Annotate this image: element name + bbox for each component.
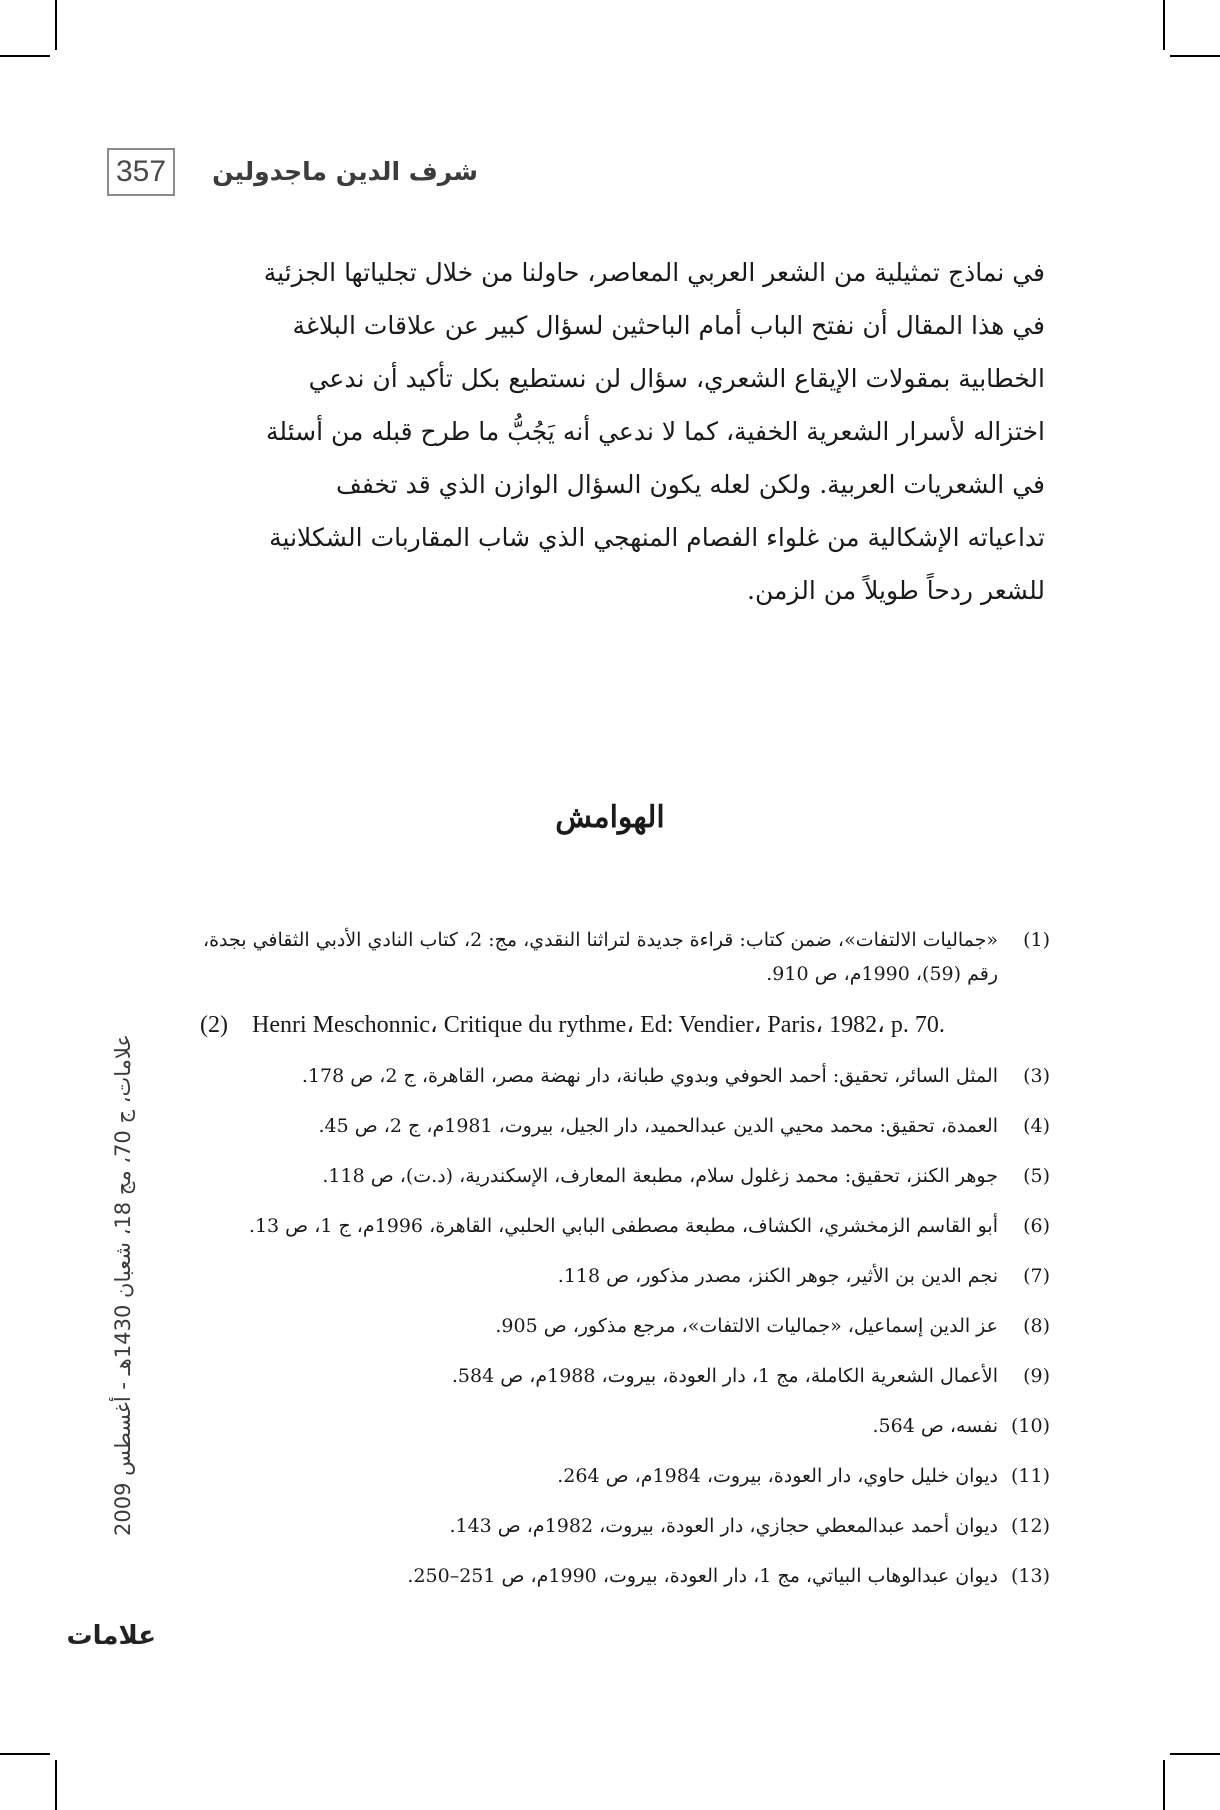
note-number: (4) bbox=[1023, 1115, 1050, 1137]
note-item bbox=[200, 1359, 1050, 1393]
note-number: (10) bbox=[1010, 1415, 1050, 1437]
body-paragraph bbox=[205, 246, 1045, 617]
note-item bbox=[200, 1209, 1050, 1243]
note-item bbox=[200, 1459, 1050, 1493]
note-item bbox=[200, 1109, 1050, 1143]
notes-list bbox=[200, 923, 1050, 1609]
crop-mark bbox=[1163, 0, 1165, 50]
note-text: أبو القاسم الزمخشري، الكشاف، مطبعة مصطفى البابي الحلبي، القاهرة، 1996م، ج 1، ص 13. bbox=[248, 1215, 998, 1237]
note-text: ديوان خليل حاوي، دار العودة، بيروت، 1984م، ص 264. bbox=[557, 1465, 998, 1487]
crop-mark bbox=[1170, 1753, 1220, 1755]
body-line: الخطابية بمقولات الإيقاع الشعري، سؤال لن نستطيع بكل تأكيد أن ندعي bbox=[308, 364, 1045, 393]
crop-mark bbox=[1170, 55, 1220, 57]
note-text: جوهر الكنز، تحقيق: محمد زغلول سلام، مطبعة المعارف، الإسكندرية، (د.ت)، ص 118. bbox=[322, 1165, 998, 1187]
note-text: المثل السائر، تحقيق: أحمد الحوفي وبدوي طبانة، دار نهضة مصر، القاهرة، ج 2، ص 178. bbox=[301, 1065, 998, 1087]
note-number: (12) bbox=[1010, 1515, 1050, 1537]
note-number: (6) bbox=[1023, 1215, 1050, 1237]
body-line: في هذا المقال أن نفتح الباب أمام الباحثين لسؤال كبير عن علاقات البلاغة bbox=[292, 311, 1045, 340]
note-number: (5) bbox=[1023, 1165, 1050, 1187]
note-item bbox=[200, 1059, 1050, 1093]
body-line: تداعياته الإشكالية من غلواء الفصام المنهجي الذي شاب المقاربات الشكلانية bbox=[269, 523, 1045, 552]
note-number: (8) bbox=[1023, 1315, 1050, 1337]
body-line: للشعر ردحاً طويلاً من الزمن. bbox=[747, 576, 1045, 605]
note-text: العمدة، تحقيق: محمد محيي الدين عبدالحميد، دار الجيل، بيروت، 1981م، ج 2، ص 45. bbox=[318, 1115, 998, 1137]
body-line: اختزاله لأسرار الشعرية الخفية، كما لا ندعي أنه يَجُبُّ ما طرح قبله من أسئلة bbox=[265, 417, 1045, 446]
note-number: (11) bbox=[1010, 1465, 1050, 1487]
note-text: «جماليات الالتفات»، ضمن كتاب: قراءة جديدة لتراثنا النقدي، مج: 2، كتاب النادي الأدبي الثقافي بجدة، رقم (59)، 1990م، ص 910. bbox=[202, 929, 998, 985]
crop-mark bbox=[0, 55, 50, 57]
note-item bbox=[200, 1509, 1050, 1543]
note-item bbox=[200, 1007, 1050, 1043]
note-text: الأعمال الشعرية الكاملة، مج 1، دار العودة، بيروت، 1988م، ص 584. bbox=[451, 1365, 998, 1387]
journal-logo: علامات bbox=[66, 1621, 156, 1651]
note-number: (7) bbox=[1023, 1265, 1050, 1287]
running-header-author: شرف الدين ماجدولين bbox=[212, 157, 478, 186]
note-item bbox=[200, 1409, 1050, 1443]
journal-sidebar bbox=[78, 920, 168, 1650]
note-item bbox=[200, 1159, 1050, 1193]
journal-citation: علامات، ج 70، مج 18، شعبان 1430هـ - أغسطس 2009 bbox=[111, 1034, 135, 1536]
note-number: (2) bbox=[200, 1012, 228, 1038]
body-line: في الشعريات العربية. ولكن لعله يكون السؤال الوازن الذي قد تخفف bbox=[336, 470, 1045, 499]
note-item bbox=[200, 1259, 1050, 1293]
crop-mark bbox=[0, 1753, 50, 1755]
note-number: (9) bbox=[1023, 1365, 1050, 1387]
note-text: عز الدين إسماعيل، «جماليات الالتفات»، مرجع مذكور، ص 905. bbox=[495, 1315, 998, 1337]
note-text: Henri Meschonnic، Critique du rythme، Ed: Vendier، Paris، 1982، p. 70. bbox=[252, 1012, 945, 1038]
note-text: ديوان عبدالوهاب البياتي، مج 1، دار العودة، بيروت، 1990م، ص 251–250. bbox=[407, 1565, 998, 1587]
crop-mark bbox=[55, 0, 57, 50]
note-number: (1) bbox=[1023, 929, 1050, 951]
page-number: 357 bbox=[107, 148, 175, 196]
note-item bbox=[200, 1559, 1050, 1593]
note-text: ديوان أحمد عبدالمعطي حجازي، دار العودة، بيروت، 1982م، ص 143. bbox=[449, 1515, 998, 1537]
crop-mark bbox=[1163, 1760, 1165, 1810]
note-number: (13) bbox=[1010, 1565, 1050, 1587]
note-number: (3) bbox=[1023, 1065, 1050, 1087]
body-line: في نماذج تمثيلية من الشعر العربي المعاصر، حاولنا من خلال تجلياتها الجزئية bbox=[263, 258, 1045, 287]
note-item bbox=[200, 923, 1050, 991]
crop-mark bbox=[55, 1760, 57, 1810]
notes-heading: الهوامش bbox=[555, 800, 665, 835]
note-item bbox=[200, 1309, 1050, 1343]
note-text: نجم الدين بن الأثير، جوهر الكنز، مصدر مذكور، ص 118. bbox=[557, 1265, 998, 1287]
note-text: نفسه، ص 564. bbox=[872, 1415, 998, 1437]
